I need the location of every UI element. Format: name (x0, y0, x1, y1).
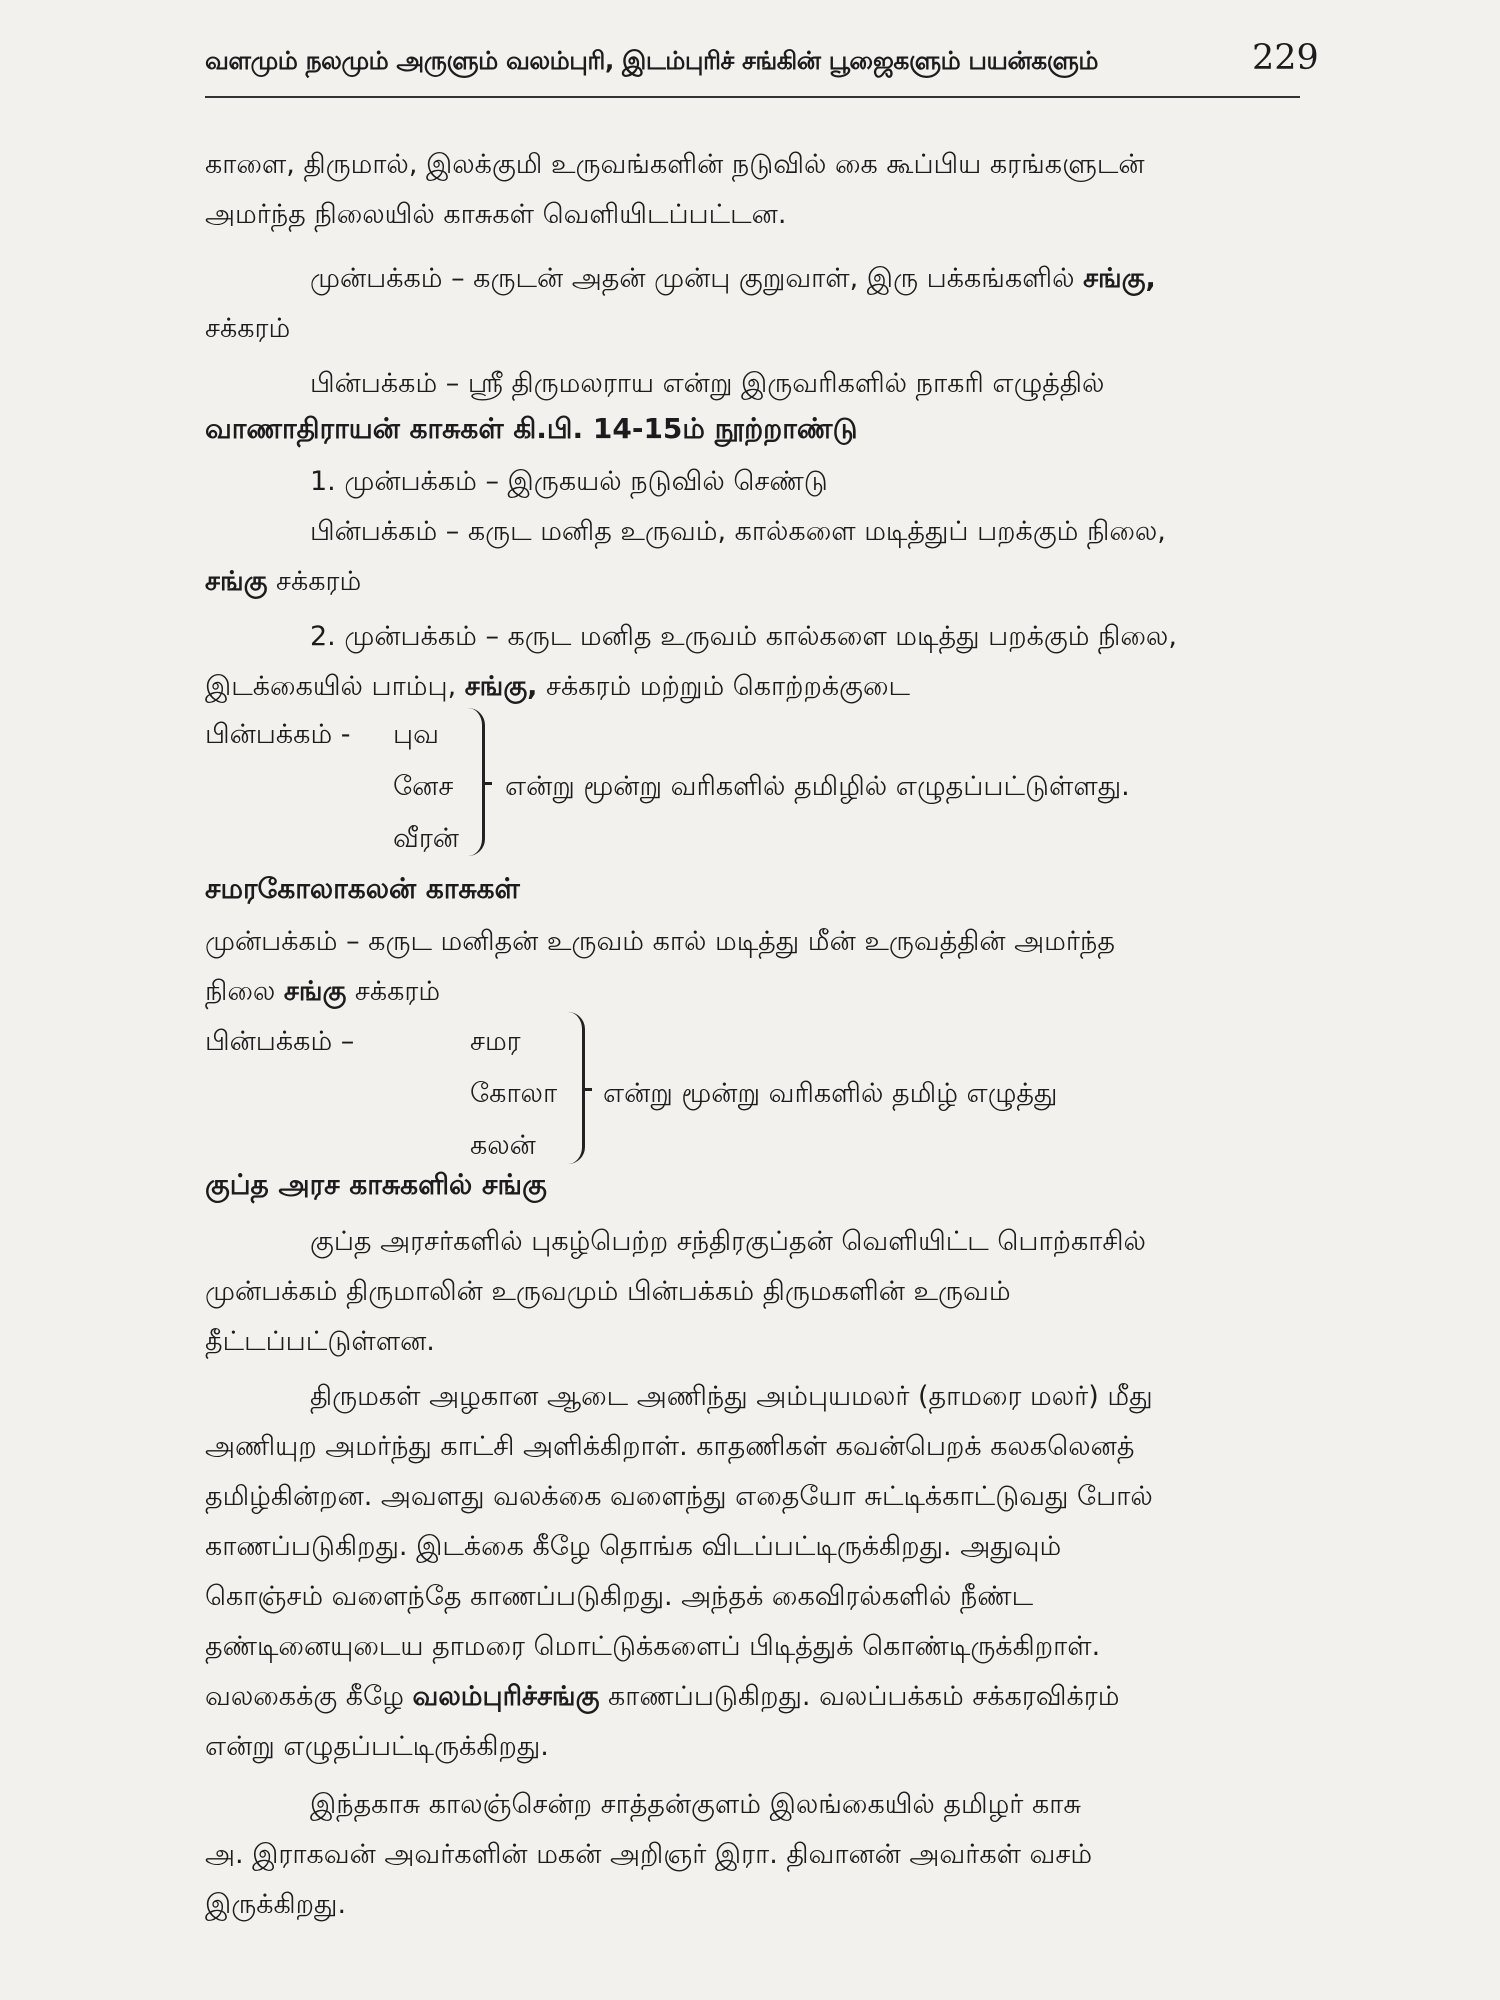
front-garuda-line-1 (310, 262, 1156, 296)
vanathirayan-item1-back: பின்பக்கம் – கருட மனித உருவம், கால்களை மடித்துப் பறக்கும் நிலை, (310, 516, 1166, 547)
samarakolahalan-back-label: பின்பக்கம் – (205, 1026, 355, 1057)
gupta-p3-line: இந்தகாசு காலஞ்சென்ற சாத்தன்குளம் இலங்கையில் தமிழர் காசு (310, 1789, 1081, 1820)
running-header: வளமும் நலமும் அருளும் வலம்புரி, இடம்புரிச் சங்கின் பூஜைகளும் பயன்களும் (205, 46, 1099, 75)
curly-brace (468, 708, 485, 856)
sangu-bold: சங்கு, (464, 671, 538, 702)
header-rule (205, 96, 1300, 98)
text: வலகைக்கு கீழே (205, 1681, 413, 1712)
back-word: வீரன் (393, 823, 459, 854)
gupta-p2-line: தமிழ்கின்றன. அவளது வலக்கை வளைந்து எதையோ சுட்டிக்காட்டுவது போல் (205, 1481, 1153, 1512)
sangu-bold: சங்கு (283, 976, 347, 1007)
gupta-p1-line: குப்த அரசர்களில் புகழ்பெற்ற சந்திரகுப்தன் வெளியிட்ட பொற்காசில் (310, 1226, 1146, 1257)
samarakolahalan-front-1: முன்பக்கம் – கருட மனிதன் உருவம் கால் மடித்து மீன் உருவத்தின் அமர்ந்த (205, 926, 1115, 957)
text: நிலை (205, 976, 284, 1007)
samarakolahalan-front-2 (205, 975, 440, 1009)
front-garuda-line-2: சக்கரம் (205, 313, 291, 344)
vanathirayan-back-note: என்று மூன்று வரிகளில் தமிழில் எழுதப்பட்டுள்ளது. (505, 771, 1130, 802)
sangu-bold: சங்கு, (1083, 263, 1156, 294)
front-garuda-text: முன்பக்கம் – கருடன் அதன் முன்பு குறுவாள், இரு பக்கங்களில் (310, 263, 1084, 294)
back-word: கோலா (470, 1078, 558, 1109)
samarakolahalan-back-note: என்று மூன்று வரிகளில் தமிழ் எழுத்து (603, 1078, 1058, 1109)
vanathirayan-item2-front: 2. முன்பக்கம் – கருட மனித உருவம் கால்களை மடித்து பறக்கும் நிலை, (310, 621, 1177, 652)
gupta-p2-line (205, 1680, 1119, 1714)
gupta-p2-line: தண்டினையுடைய தாமரை மொட்டுக்களைப் பிடித்துக் கொண்டிருக்கிறாள். (205, 1631, 1101, 1662)
section-heading-samarakolahalan: சமரகோலாகலன் காசுகள் (205, 872, 520, 905)
valampuri-sangu-bold: வலம்புரிச்சங்கு (412, 1681, 600, 1712)
brace-tip (584, 1088, 592, 1091)
intro-line-1: காளை, திருமால், இலக்குமி உருவங்களின் நடுவில் கை கூப்பிய கரங்களுடன் (205, 149, 1145, 180)
vanathirayan-item1-front: 1. முன்பக்கம் – இருகயல் நடுவில் செண்டு (310, 466, 828, 497)
vanathirayan-item2-line-2 (205, 670, 910, 704)
text: சக்கரம் மற்றும் கொற்றக்குடை (537, 671, 911, 702)
back-word: கலன் (470, 1130, 536, 1161)
section-heading-gupta: குப்த அரச காசுகளில் சங்கு (205, 1168, 547, 1201)
back-word: சமர (470, 1026, 521, 1057)
text: சக்கரம் (267, 566, 362, 597)
brace-tip (484, 782, 492, 785)
back-tirumalaraya: பின்பக்கம் – ஸ்ரீ திருமலராய என்று இருவரிகளில் நாகரி எழுத்தில் (310, 368, 1105, 399)
intro-line-2: அமர்ந்த நிலையில் காசுகள் வெளியிடப்பட்டன. (205, 199, 787, 230)
page-number: 229 (1252, 38, 1319, 78)
back-word: னேச (393, 771, 454, 802)
gupta-p2-line: என்று எழுதப்பட்டிருக்கிறது. (205, 1731, 549, 1762)
gupta-p1-line: தீட்டப்பட்டுள்ளன. (205, 1326, 435, 1357)
text: சக்கரம் (346, 976, 441, 1007)
sangu-bold: சங்கு (205, 566, 268, 597)
gupta-p3-line: இருக்கிறது. (205, 1889, 347, 1920)
gupta-p2-line: கொஞ்சம் வளைந்தே காணப்படுகிறது. அந்தக் கைவிரல்களில் நீண்ட (205, 1581, 1034, 1612)
section-heading-vanathirayan: வாணாதிராயன் காசுகள் கி.பி. 14-15ம் நூற்றாண்டு (205, 412, 858, 445)
gupta-p2-line: காணப்படுகிறது. இடக்கை கீழே தொங்க விடப்பட்டிருக்கிறது. அதுவும் (205, 1531, 1062, 1562)
gupta-p2-line: திருமகள் அழகான ஆடை அணிந்து அம்புயமலர் (தாமரை மலர்) மீது (310, 1381, 1153, 1412)
vanathirayan-item1-back-2 (205, 565, 361, 599)
gupta-p2-line: அணியுற அமர்ந்து காட்சி அளிக்கிறாள். காதணிகள் கவன்பெறக் கலகலெனத் (205, 1431, 1135, 1462)
text: காணப்படுகிறது. வலப்பக்கம் சக்கரவிக்ரம் (599, 1681, 1120, 1712)
text: இடக்கையில் பாம்பு, (205, 671, 465, 702)
back-word: புவ (393, 719, 439, 750)
curly-brace (568, 1012, 585, 1164)
gupta-p3-line: அ. இராகவன் அவர்களின் மகன் அறிஞர் இரா. திவானன் அவர்கள் வசம் (205, 1839, 1093, 1870)
vanathirayan-back-label: பின்பக்கம் - (205, 719, 351, 750)
gupta-p1-line: முன்பக்கம் திருமாலின் உருவமும் பின்பக்கம் திருமகளின் உருவம் (205, 1276, 1011, 1307)
